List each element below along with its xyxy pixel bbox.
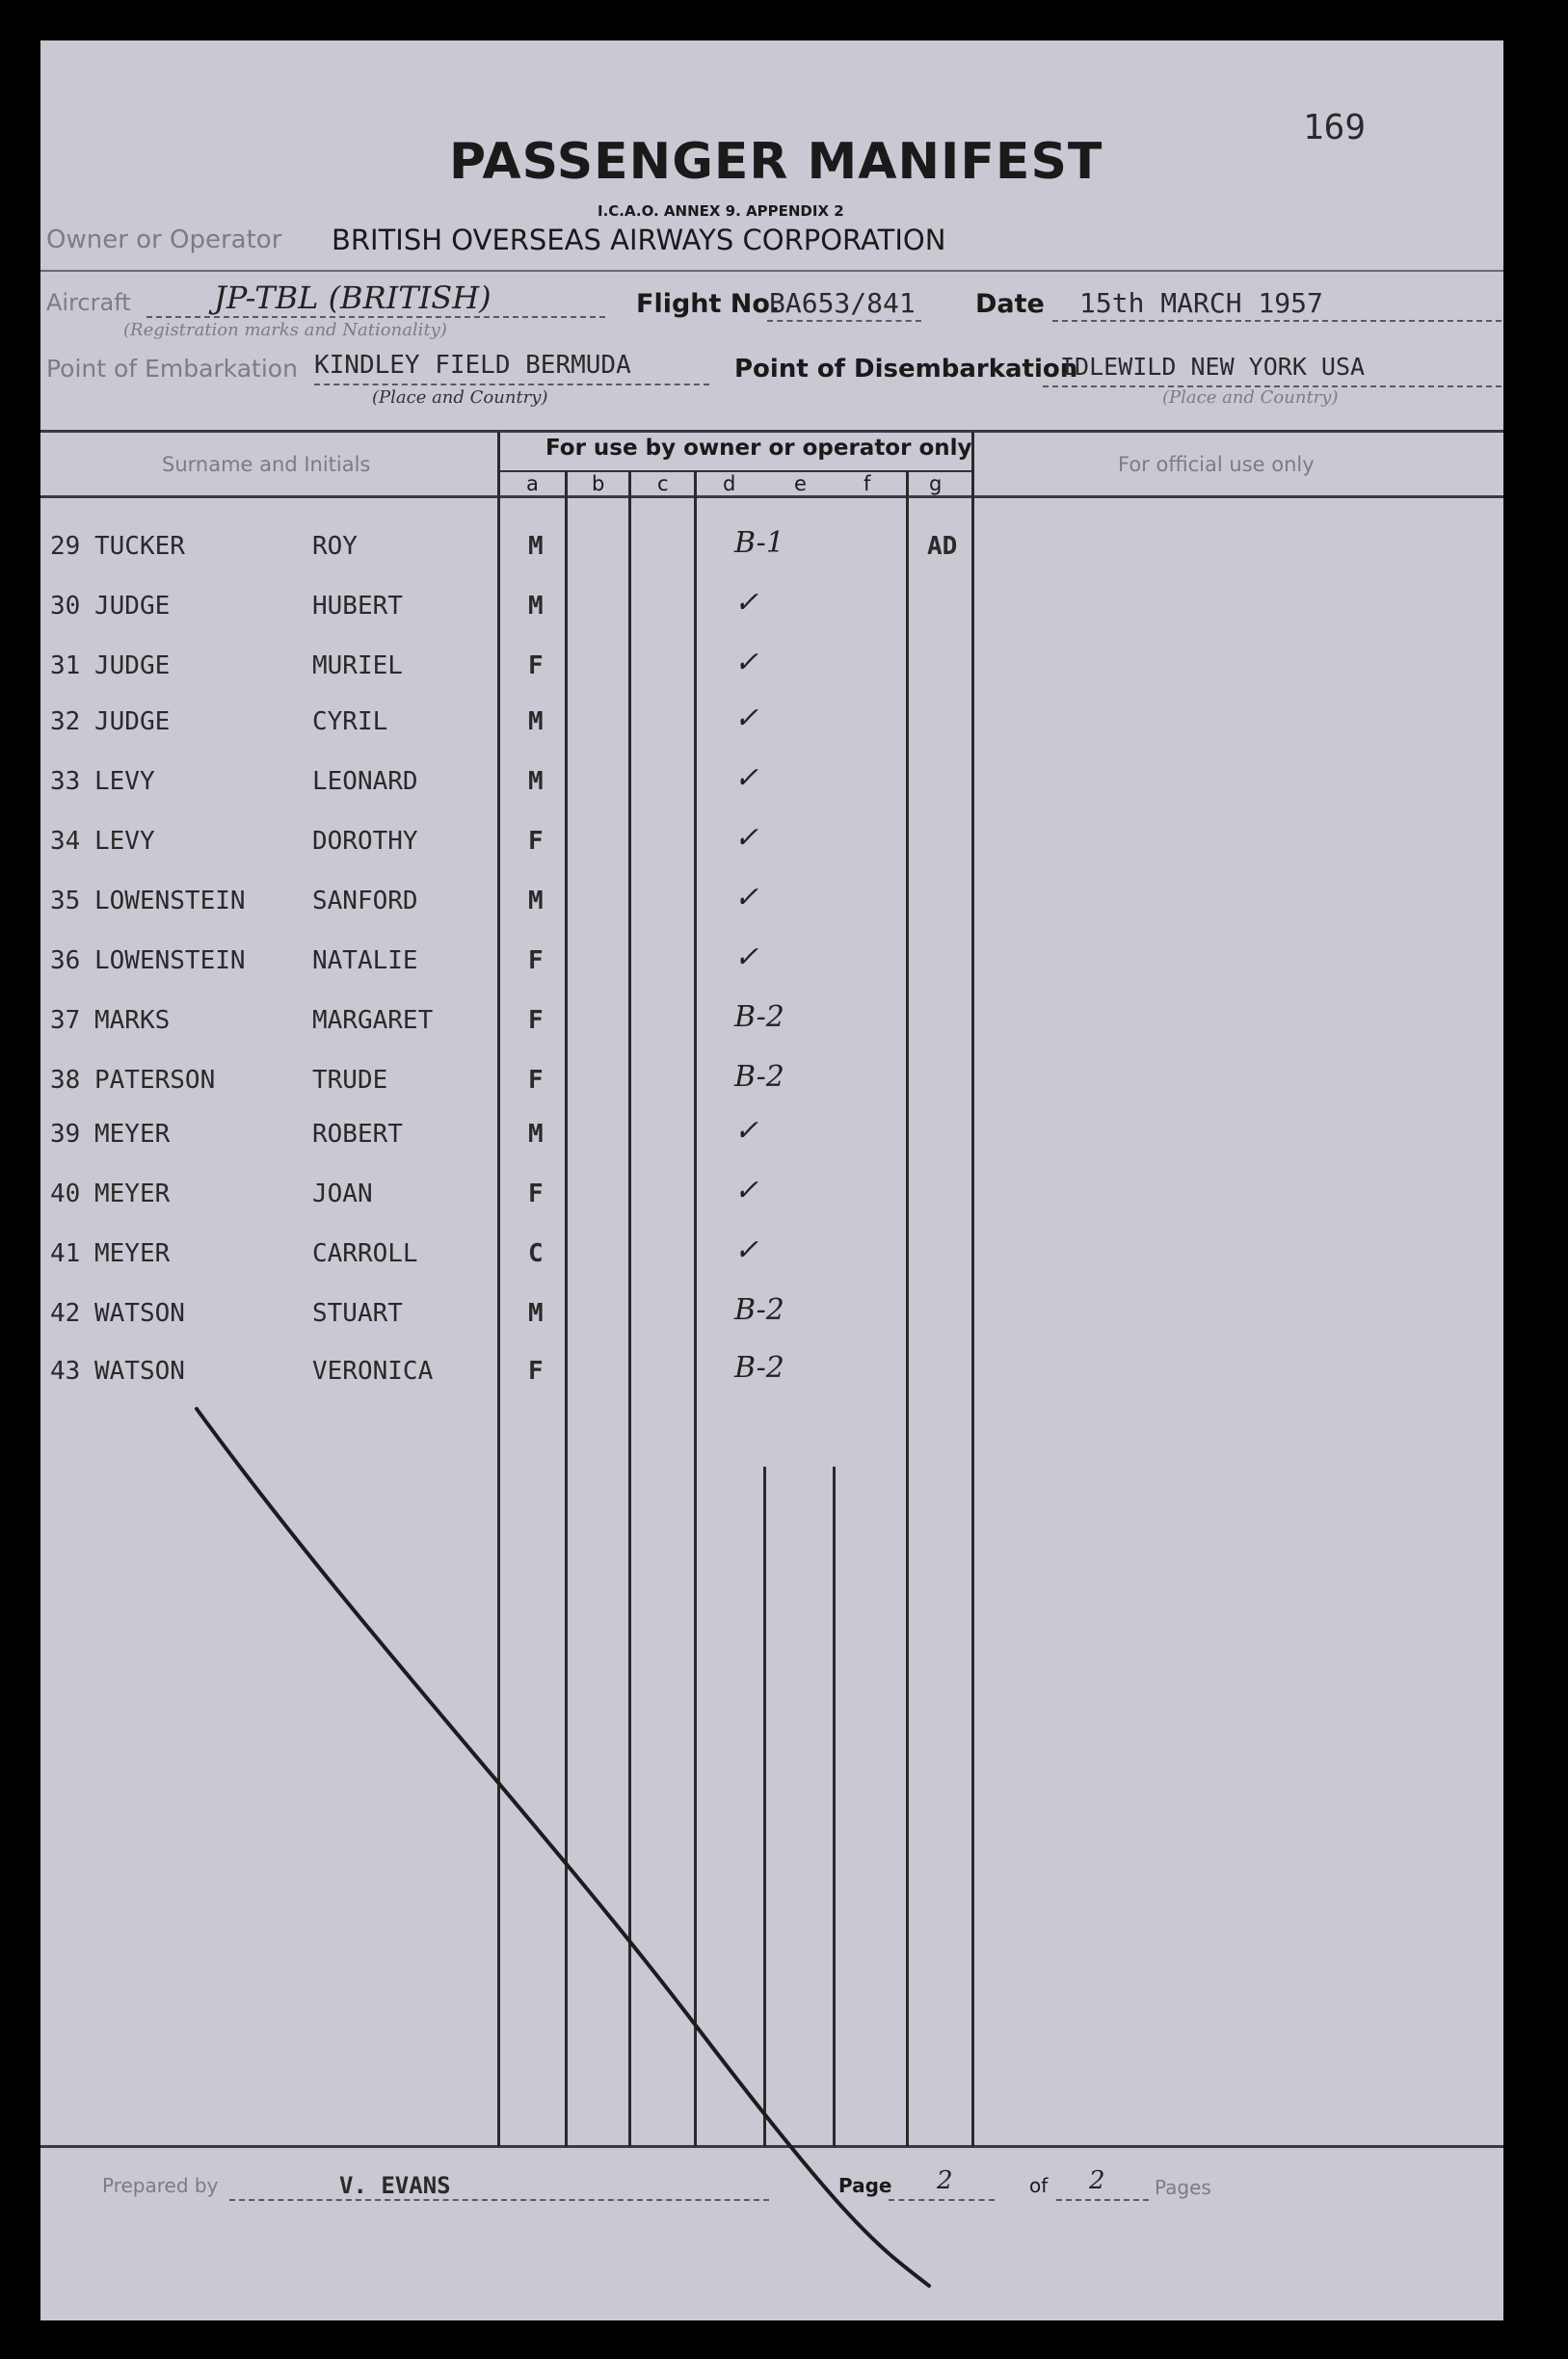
date-label: Date <box>975 289 1045 319</box>
subcol-d: d <box>723 472 736 495</box>
prepared-by-value: V. EVANS <box>339 2172 451 2199</box>
row-surname: PATERSON <box>94 1066 216 1095</box>
page-value: 2 <box>937 2166 953 2195</box>
row-sex: F <box>528 946 544 975</box>
disembarkation-value: IDLEWILD NEW YORK USA <box>1060 353 1366 381</box>
row-given-name: NATALIE <box>312 946 418 975</box>
page-title: PASSENGER MANIFEST <box>449 133 1103 191</box>
row-number: 37 <box>50 1006 81 1035</box>
row-sex: F <box>528 1006 544 1035</box>
col-name-header: Surname and Initials <box>162 453 371 476</box>
subcol-b: b <box>592 472 605 495</box>
row-d-mark: ✓ <box>734 702 759 735</box>
embarkation-label: Point of Embarkation <box>46 355 298 383</box>
row-given-name: MURIEL <box>312 651 403 680</box>
owner-use-header: For use by owner or operator only <box>545 436 972 461</box>
row-d-mark: ✓ <box>734 941 759 974</box>
subcol-c: c <box>657 472 669 495</box>
row-number: 33 <box>50 767 81 796</box>
row-given-name: CYRIL <box>312 707 388 736</box>
row-surname: WATSON <box>94 1357 185 1386</box>
row-sex: M <box>528 1120 544 1149</box>
subcol-e: e <box>794 472 807 495</box>
row-number: 36 <box>50 946 81 975</box>
row-surname: LOWENSTEIN <box>94 946 246 975</box>
embarkation-value: KINDLEY FIELD BERMUDA <box>314 351 631 380</box>
row-g-value: AD <box>927 532 958 561</box>
row-sex: C <box>528 1239 544 1268</box>
row-surname: JUDGE <box>94 651 171 680</box>
pages-label: Pages <box>1155 2176 1211 2199</box>
row-sex: M <box>528 1299 544 1328</box>
row-given-name: STUART <box>312 1299 403 1328</box>
aircraft-label: Aircraft <box>46 289 131 316</box>
page-number: 169 <box>1303 108 1367 147</box>
row-given-name: SANFORD <box>312 887 418 915</box>
embarkation-note: (Place and Country) <box>372 387 548 408</box>
row-number: 35 <box>50 887 81 915</box>
row-sex: F <box>528 1357 544 1386</box>
row-surname: JUDGE <box>94 592 171 621</box>
row-number: 43 <box>50 1357 81 1386</box>
aircraft-value: JP-TBL (BRITISH) <box>214 279 492 316</box>
aircraft-note: (Registration marks and Nationality) <box>123 320 447 340</box>
row-d-mark: B-1 <box>734 526 784 560</box>
row-number: 34 <box>50 827 81 856</box>
date-value: 15th MARCH 1957 <box>1079 287 1323 319</box>
row-number: 32 <box>50 707 81 736</box>
row-surname: MEYER <box>94 1120 171 1149</box>
flight-value: BA653/841 <box>769 287 916 319</box>
row-sex: F <box>528 651 544 680</box>
row-surname: MEYER <box>94 1180 171 1208</box>
row-number: 39 <box>50 1120 81 1149</box>
row-given-name: LEONARD <box>312 767 418 796</box>
row-d-mark: ✓ <box>734 646 759 679</box>
row-given-name: ROBERT <box>312 1120 403 1149</box>
subcol-a: a <box>526 472 539 495</box>
row-number: 30 <box>50 592 81 621</box>
of-rule <box>1056 2199 1149 2201</box>
manifest-page <box>40 40 1503 2320</box>
row-number: 29 <box>50 532 81 561</box>
row-d-mark: B-2 <box>734 1351 784 1385</box>
subcol-f: f <box>864 472 871 495</box>
row-given-name: JOAN <box>312 1180 373 1208</box>
page-label: Page <box>838 2174 892 2197</box>
row-sex: F <box>528 827 544 856</box>
row-surname: MEYER <box>94 1239 171 1268</box>
row-surname: LEVY <box>94 827 155 856</box>
row-sex: M <box>528 532 544 561</box>
disembarkation-note: (Place and Country) <box>1162 387 1339 408</box>
row-number: 42 <box>50 1299 81 1328</box>
of-value: 2 <box>1089 2166 1105 2195</box>
row-sex: F <box>528 1066 544 1095</box>
row-given-name: VERONICA <box>312 1357 434 1386</box>
row-given-name: TRUDE <box>312 1066 388 1095</box>
row-d-mark: B-2 <box>734 1293 784 1327</box>
cancel-stroke <box>40 40 1503 2320</box>
row-number: 31 <box>50 651 81 680</box>
row-surname: LOWENSTEIN <box>94 887 246 915</box>
flight-label: Flight No. <box>636 289 781 319</box>
page-rule <box>889 2199 995 2201</box>
row-given-name: DOROTHY <box>312 827 418 856</box>
row-given-name: ROY <box>312 532 358 561</box>
row-d-mark: ✓ <box>734 881 759 914</box>
row-surname: MARKS <box>94 1006 171 1035</box>
row-sex: M <box>528 592 544 621</box>
row-d-mark: ✓ <box>734 1174 759 1207</box>
row-d-mark: ✓ <box>734 761 759 795</box>
row-sex: M <box>528 707 544 736</box>
row-number: 41 <box>50 1239 81 1268</box>
row-sex: F <box>528 1180 544 1208</box>
subcol-g: g <box>929 472 943 495</box>
row-d-mark: ✓ <box>734 1114 759 1148</box>
row-sex: M <box>528 767 544 796</box>
row-given-name: HUBERT <box>312 592 403 621</box>
row-surname: JUDGE <box>94 707 171 736</box>
prepared-by-label: Prepared by <box>102 2174 219 2197</box>
owner-value: BRITISH OVERSEAS AIRWAYS CORPORATION <box>332 224 946 256</box>
page-subtitle: I.C.A.O. ANNEX 9. APPENDIX 2 <box>598 202 844 220</box>
row-surname: WATSON <box>94 1299 185 1328</box>
of-label: of <box>1029 2174 1049 2197</box>
row-sex: M <box>528 887 544 915</box>
official-use-header: For official use only <box>1118 453 1315 476</box>
row-d-mark: ✓ <box>734 821 759 855</box>
owner-label: Owner or Operator <box>46 225 282 254</box>
disembarkation-label: Point of Disembarkation <box>734 355 1078 384</box>
row-number: 38 <box>50 1066 81 1095</box>
row-surname: TUCKER <box>94 532 185 561</box>
row-given-name: CARROLL <box>312 1239 418 1268</box>
row-given-name: MARGARET <box>312 1006 434 1035</box>
row-d-mark: B-2 <box>734 1060 784 1094</box>
row-surname: LEVY <box>94 767 155 796</box>
row-number: 40 <box>50 1180 81 1208</box>
row-d-mark: B-2 <box>734 1000 784 1034</box>
prepared-by-rule <box>229 2199 769 2201</box>
row-d-mark: ✓ <box>734 586 759 620</box>
row-d-mark: ✓ <box>734 1233 759 1267</box>
